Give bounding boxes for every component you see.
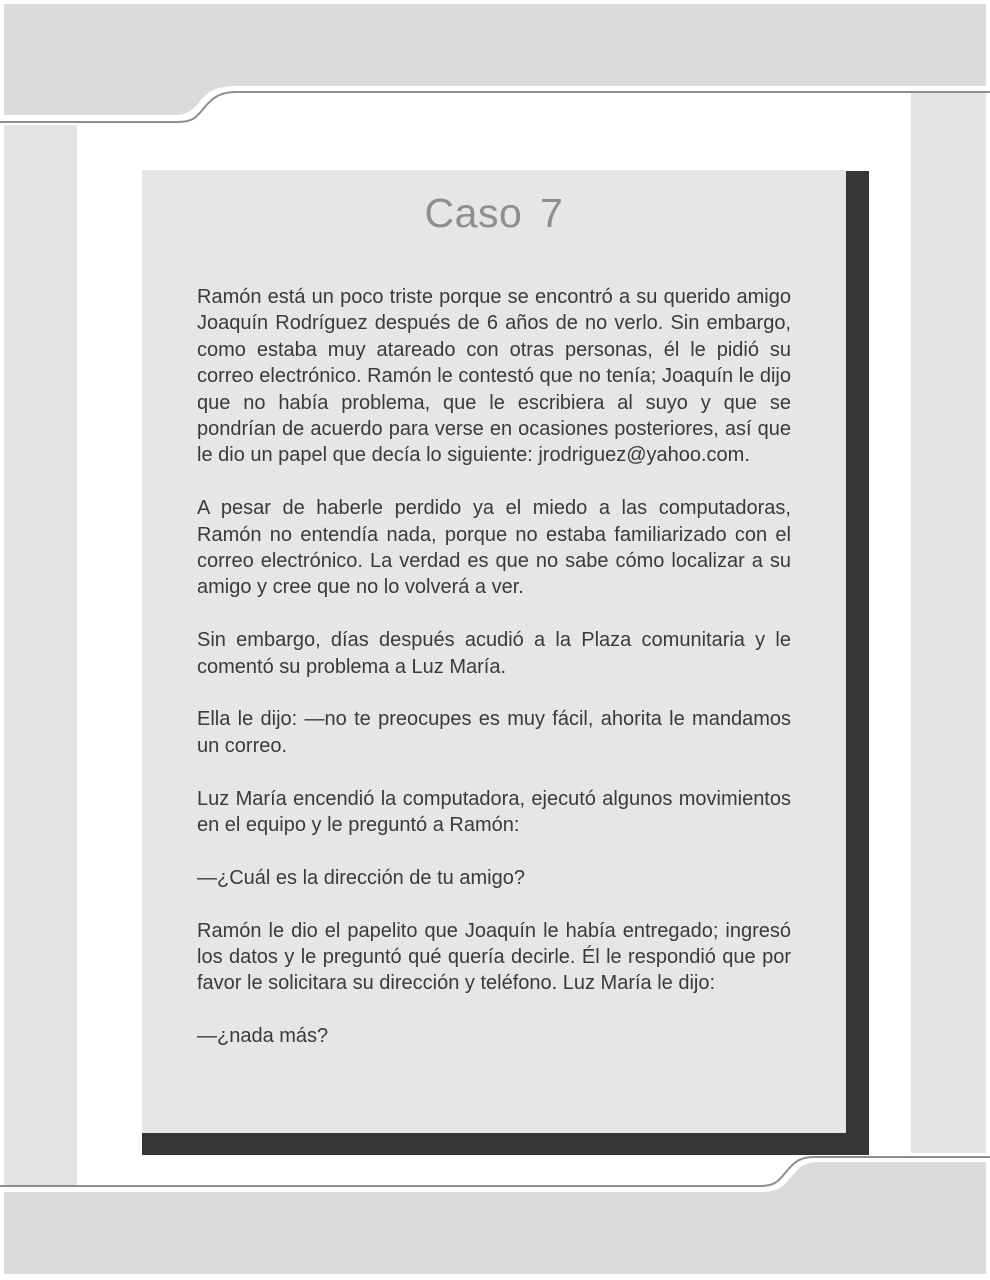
- paragraph-3: Sin embargo, días después acudió a la Plaza comunitaria y le comentó su problema a Luz María.: [197, 629, 791, 678]
- card-shadow-bottom: [142, 1133, 869, 1155]
- paragraph-6: —¿Cuál es la dirección de tu amigo?: [197, 866, 525, 889]
- case-title: Caso 7: [424, 190, 564, 236]
- paragraph-2: A pesar de haberle perdido ya el miedo a las computadoras, Ramón no entendía nada, porque no estaba familiarizado con el correo electrónico. La verdad es que no sabe cómo localizar a su amigo y cree que no lo volverá a ver.: [197, 497, 791, 599]
- paragraph-7: Ramón le dio el papelito que Joaquín le había entregado; ingresó los datos y le preguntó qué quería decirle. Él le respondió que por favor le solicitara su dirección y teléfono. Luz María le dijo:: [197, 919, 791, 995]
- bottom-band: [4, 1162, 986, 1274]
- paragraph-4: Ella le dijo: —no te preocupes es muy fácil, ahorita le mandamos un correo.: [197, 708, 791, 757]
- case-body: [197, 284, 791, 1076]
- paragraph-1: Ramón está un poco triste porque se encontró a su querido amigo Joaquín Rodríguez después de 6 años de no verlo. Sin embargo, como estaba muy atareado con otras personas, él le pidió su correo electrónico. Ramón le contestó que no tenía; Joaquín le dijo que no había problema, que le escribiera al suyo y que se pondrían de acuerdo para verse en ocasiones posteriores, así que le dio un papel que decía lo siguiente: jrodriguez@yahoo.com.: [197, 286, 791, 467]
- top-band: [4, 4, 986, 115]
- left-strip: [4, 125, 77, 1185]
- paragraph-5: Luz María encendió la computadora, ejecutó algunos movimientos en el equipo y le preguntó a Ramón:: [197, 787, 791, 837]
- card-shadow-right: [846, 171, 869, 1155]
- right-strip: [911, 93, 986, 1153]
- paragraph-8: —¿nada más?: [197, 1025, 329, 1048]
